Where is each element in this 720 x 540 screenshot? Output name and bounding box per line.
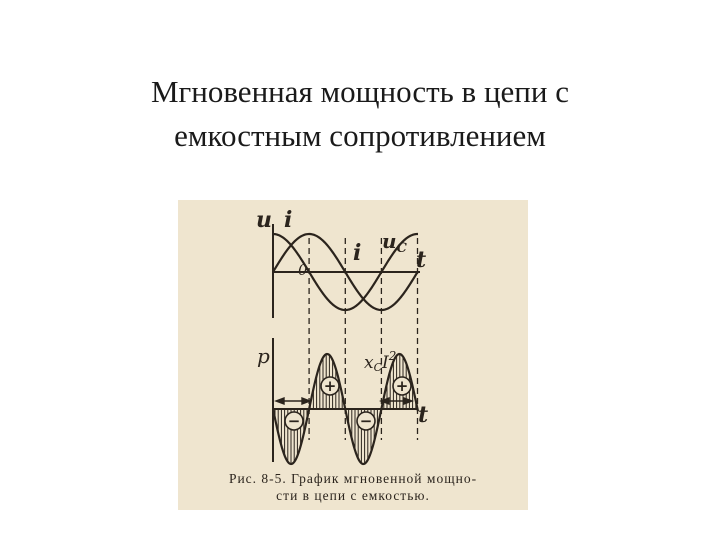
slide-title-line-1: Мгновенная мощность в цепи с <box>150 74 569 109</box>
minus-sign-1: − <box>287 412 301 430</box>
label-t-bottom: t <box>418 402 429 428</box>
caption-line-2: сти в цепи с емкостью. <box>276 488 430 503</box>
label-i-axis: i <box>284 207 293 233</box>
waveform-diagram <box>178 200 528 470</box>
slide-title <box>60 70 660 158</box>
plus-sign-2: + <box>395 377 409 395</box>
plus-sign-1: + <box>323 377 337 395</box>
label-i-curve: i <box>353 240 362 266</box>
label-t-top: t <box>416 247 427 273</box>
label-uc: $u_C$ <box>382 229 407 256</box>
label-origin: 0 <box>298 261 308 279</box>
figure-caption <box>178 470 528 504</box>
label-p: p <box>257 344 270 368</box>
slide-title-line-2: емкостным сопротивлением <box>174 118 546 153</box>
figure-scan <box>178 200 528 510</box>
label-xc-i2: xCI$^2$ <box>364 349 397 374</box>
minus-sign-2: − <box>359 412 373 430</box>
caption-line-1: Рис. 8-5. График мгновенной мощно- <box>228 471 478 486</box>
label-u: u <box>256 207 272 233</box>
